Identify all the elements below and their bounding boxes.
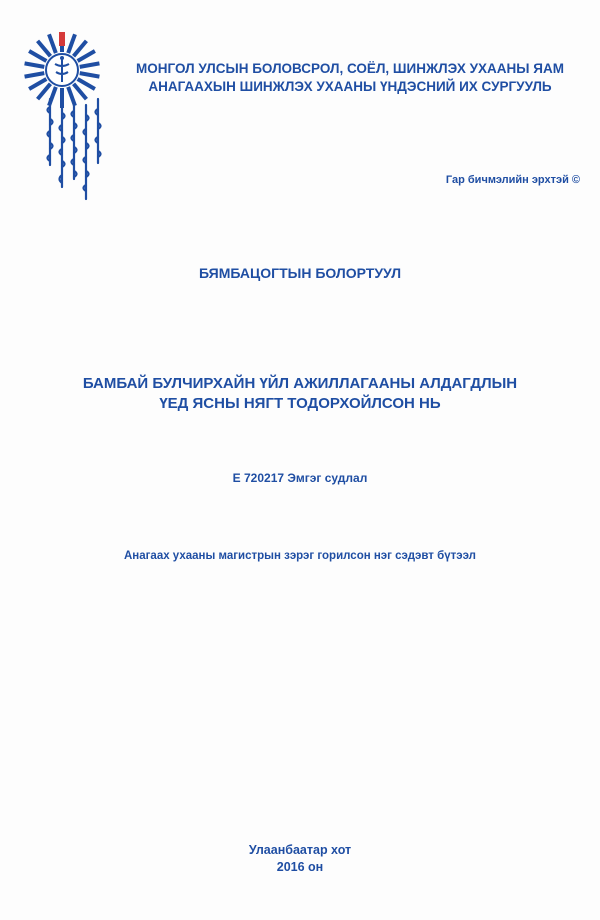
degree-statement: Анагаах ухааны магистрын зэрэг горилсон нэг сэдэвт бүтээл	[123, 550, 476, 562]
author-name: БЯМБАЦОГТЫН БОЛОРТУУЛ	[198, 265, 402, 281]
city: Улаанбаатар хот	[248, 843, 352, 857]
mongolian-script-logo	[40, 95, 110, 205]
institution-header	[110, 60, 590, 96]
place-and-year	[0, 842, 600, 876]
copyright-notice: Гар бичмэлийн эрхтэй ©	[445, 174, 580, 186]
thesis-title-line-1: БАМБАЙ БУЛЧИРХАЙН ҮЙЛ АЖИЛЛАГААНЫ АЛДАГДЛЫН	[82, 375, 518, 392]
year: 2016 он	[276, 860, 324, 874]
program-code: Е 720217 Эмгэг судлал	[232, 471, 368, 485]
thesis-title	[40, 374, 560, 414]
ministry-name: МОНГОЛ УЛСЫН БОЛОВСРОЛ, СОЁЛ, ШИНЖЛЭХ УХААНЫ ЯАМ	[136, 61, 564, 76]
thesis-title-line-2: ҮЕД ЯСНЫ НЯГТ ТОДОРХОЙЛСОН НЬ	[159, 395, 441, 412]
university-name: АНАГААХЫН ШИНЖЛЭХ УХААНЫ ҮНДЭСНИЙ ИХ СУРГУУЛЬ	[148, 79, 552, 94]
